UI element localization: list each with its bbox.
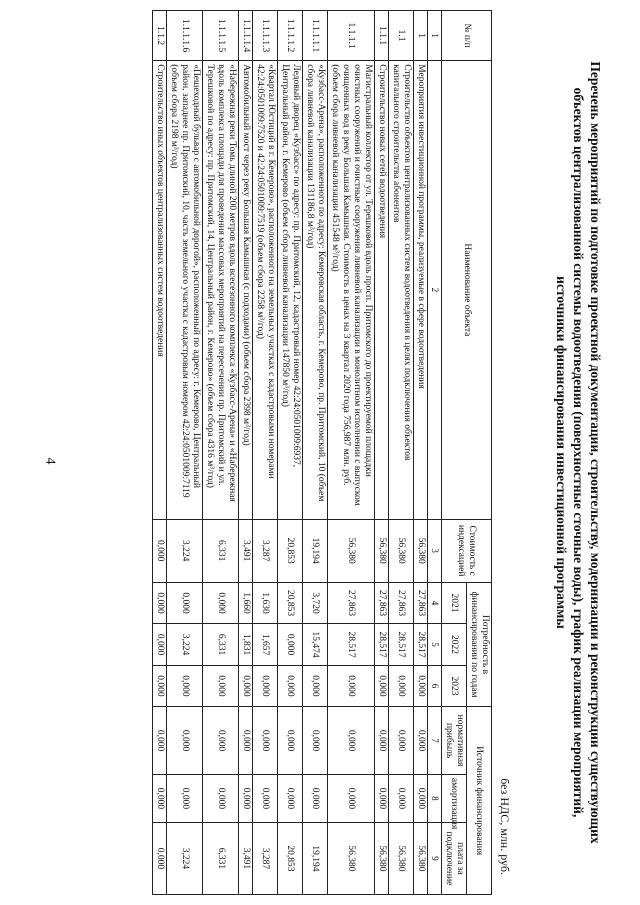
row-name: Строительство объектов централизованных систем водоотведения в целях подключения объектов капитального строительства абонентов — [389, 61, 414, 519]
col-number: 4 — [428, 582, 442, 623]
row-fee: 56,380 — [375, 822, 389, 894]
header-profit: нормативная прибыль — [442, 707, 467, 775]
row-2023: 0,000 — [328, 665, 375, 706]
row-2021: 27,863 — [328, 582, 375, 623]
header-fee: плата за подключение — [442, 822, 467, 894]
row-name: «Кузбасс-Арена», расположенного по адресу: Кемеровская область, г. Кемерово, пр. Притомский, 10 (объем сбора ливневой канализации 131186,8 м³/год) — [303, 61, 328, 519]
row-profit: 0,000 — [375, 707, 389, 775]
header-sources: Источник финансирования — [467, 707, 492, 895]
row-profit: 0,000 — [253, 707, 278, 775]
row-number: 1.1.1.1.2 — [278, 11, 303, 61]
row-amort: 0,000 — [375, 774, 389, 822]
row-profit: 0,000 — [414, 707, 428, 775]
table-row — [389, 11, 414, 895]
row-fee: 56,380 — [328, 822, 375, 894]
row-2021: 3,720 — [303, 582, 328, 623]
row-number: 1 — [414, 11, 428, 61]
row-profit: 0,000 — [303, 707, 328, 775]
row-fee: 56,380 — [414, 822, 428, 894]
row-amort: 0,000 — [167, 774, 203, 822]
row-profit: 0,000 — [239, 707, 253, 775]
row-name: Магистральный коллектор от ул. Терешковой вдоль просп. Притомского до проектируемой площадки очистных сооружений и очистные сооружения ливневой канализации в монолитном исполнении с выпуском очищенных вод в реку Большая Камышная. Стоимость в ценах на 3 квартал 2020 года 756,987 млн. руб. (объем сбора ливневой канализации 451548 м³/год) — [328, 61, 375, 519]
row-name: Автомобильный мост через реку Большая Камышная (с подходами) (объем сбора 2398 м³/год) — [239, 61, 253, 519]
row-cost: 56,380 — [414, 519, 428, 582]
row-2021: 1,630 — [253, 582, 278, 623]
col-number: 9 — [428, 822, 442, 894]
table-row — [328, 11, 375, 895]
row-profit: 0,000 — [153, 707, 167, 775]
row-2021: 27,863 — [375, 582, 389, 623]
col-number: 8 — [428, 774, 442, 822]
row-fee: 3,224 — [167, 822, 203, 894]
table-row — [239, 11, 253, 895]
row-profit: 0,000 — [278, 707, 303, 775]
unit-label: без НДС, млн. руб. — [498, 778, 512, 875]
row-2021: 27,863 — [389, 582, 414, 623]
row-2021: 0,000 — [203, 582, 239, 623]
row-number: 1.1.2 — [153, 11, 167, 61]
row-number: 1.1.1.1.3 — [253, 11, 278, 61]
row-number: 1.1.1.1.4 — [239, 11, 253, 61]
table-row — [414, 11, 428, 895]
row-amort: 0,000 — [253, 774, 278, 822]
header-num: № п/п — [442, 11, 492, 61]
row-cost: 56,380 — [389, 519, 414, 582]
header-2022: 2022 — [442, 624, 467, 665]
row-profit: 0,000 — [203, 707, 239, 775]
row-fee: 20,853 — [278, 822, 303, 894]
row-profit: 0,000 — [389, 707, 414, 775]
row-number: 1.1.1.1.1 — [303, 11, 328, 61]
header-amort: амортизация — [442, 774, 467, 822]
row-2022: 28,517 — [414, 624, 428, 665]
table-row — [153, 11, 167, 895]
col-number: 6 — [428, 665, 442, 706]
row-fee: 3,287 — [253, 822, 278, 894]
row-2022: 28,517 — [389, 624, 414, 665]
row-2023: 0,000 — [278, 665, 303, 706]
row-2022: 6,331 — [203, 624, 239, 665]
col-number: 7 — [428, 707, 442, 775]
row-2023: 0,000 — [167, 665, 203, 706]
row-2022: 28,517 — [375, 624, 389, 665]
row-number: 1.1.1.1 — [328, 11, 375, 61]
row-number: 1.1.1.1.5 — [203, 11, 239, 61]
row-cost: 0,000 — [153, 519, 167, 582]
row-2023: 0,000 — [375, 665, 389, 706]
row-amort: 0,000 — [389, 774, 414, 822]
row-name: «Квартал Юстиций в г. Кемерово», расположенного на земельных участках с кадастровыми номерами 42:24:0501009:7520 и 42:24:0501009:7519 (объем сбора 2258 м³/год) — [253, 61, 278, 519]
row-name: «Пешеходный бульвар с автомобильной дорогой», расположенный по адресу: г. Кемерово, Центральный район, западнее пр. Притомский, 10, часть земельного участка с кадастровым номером 42:24:0501009:7119 (объем сбора 2198 м³/год) — [167, 61, 203, 519]
row-name: Строительство новых сетей водоотведения — [375, 61, 389, 519]
row-2023: 0,000 — [153, 665, 167, 706]
row-2023: 0,000 — [389, 665, 414, 706]
row-2021: 27,863 — [414, 582, 428, 623]
row-2023: 0,000 — [253, 665, 278, 706]
row-name: Мероприятия инвестиционной программы, реализуемые в сфере водоотведения — [414, 61, 428, 519]
table-body — [153, 11, 428, 895]
row-amort: 0,000 — [414, 774, 428, 822]
row-2022: 1,831 — [239, 624, 253, 665]
row-amort: 0,000 — [239, 774, 253, 822]
header-need: Потребность в финансировании по годам — [467, 582, 492, 706]
row-2021: 0,000 — [167, 582, 203, 623]
row-cost: 19,194 — [303, 519, 328, 582]
row-2022: 0,000 — [278, 624, 303, 665]
col-number: 3 — [428, 519, 442, 582]
row-fee: 3,491 — [239, 822, 253, 894]
row-2022: 3,224 — [167, 624, 203, 665]
row-amort: 0,000 — [278, 774, 303, 822]
col-number: 2 — [428, 61, 442, 519]
row-2022: 0,000 — [153, 624, 167, 665]
row-cost: 20,853 — [278, 519, 303, 582]
col-number: 5 — [428, 624, 442, 665]
row-2021: 20,853 — [278, 582, 303, 623]
row-name: «Набережная реки Томь длиной 200 метров вдоль всесезонного комплекса «Кузбасс-Арена» и «Набережная вдоль комплекса площади для проведения массовых мероприятий на пересечении пр. Притомский и ул. Терешковой по адресу: пр. Притомский, 14, Центральный район, г. Кемерово» (объем сбора 4316 м³/год) — [203, 61, 239, 519]
page-number: 4 — [42, 457, 58, 465]
row-2023: 0,000 — [203, 665, 239, 706]
row-2021: 0,000 — [153, 582, 167, 623]
row-number: 1.1 — [389, 11, 414, 61]
row-2023: 0,000 — [239, 665, 253, 706]
table-row — [203, 11, 239, 895]
document-title: Перечень мероприятий по подготовке проектной документации, строительству, модернизации и реконструкции существующих объектов централизованной системы водоотведения (поверхностные сточные воды), график реализации мероприятий, источники финансирования инвестиционной программы — [554, 61, 603, 844]
row-number: 1.1.1.1.6 — [167, 11, 203, 61]
row-2023: 0,000 — [414, 665, 428, 706]
header-2021: 2021 — [442, 582, 467, 623]
table-row — [375, 11, 389, 895]
row-name: Ледовый дворец «Кузбасс» по адресу: пр. Притомский, 12, кадастровый номер 42:24:0501009:6937, Центральный район, г. Кемерово (объем сбора ливневой канализации 147850 м³/год) — [278, 61, 303, 519]
table-row — [167, 11, 203, 895]
row-cost: 56,380 — [328, 519, 375, 582]
row-cost: 3,224 — [167, 519, 203, 582]
row-amort: 0,000 — [203, 774, 239, 822]
column-number-row — [428, 11, 442, 895]
row-fee: 56,380 — [389, 822, 414, 894]
row-amort: 0,000 — [328, 774, 375, 822]
col-number: 1 — [428, 11, 442, 61]
header-cost: Стоимость с индексацией — [442, 519, 492, 582]
row-2023: 0,000 — [303, 665, 328, 706]
row-2022: 1,657 — [253, 624, 278, 665]
table-row — [253, 11, 278, 895]
table-row — [278, 11, 303, 895]
row-name: Строительство иных объектов централизованных систем водоотведения — [153, 61, 167, 519]
row-profit: 0,000 — [167, 707, 203, 775]
row-fee: 19,194 — [303, 822, 328, 894]
row-fee: 6,331 — [203, 822, 239, 894]
row-cost: 3,491 — [239, 519, 253, 582]
row-2022: 28,517 — [328, 624, 375, 665]
header-name: Наименование объекта — [442, 61, 492, 519]
row-cost: 6,331 — [203, 519, 239, 582]
financing-table — [152, 10, 492, 895]
row-2021: 1,660 — [239, 582, 253, 623]
table-row — [303, 11, 328, 895]
row-cost: 3,287 — [253, 519, 278, 582]
row-2022: 15,474 — [303, 624, 328, 665]
row-profit: 0,000 — [328, 707, 375, 775]
row-fee: 0,000 — [153, 822, 167, 894]
header-2023: 2023 — [442, 665, 467, 706]
row-amort: 0,000 — [303, 774, 328, 822]
row-amort: 0,000 — [153, 774, 167, 822]
row-cost: 56,380 — [375, 519, 389, 582]
row-number: 1.1.1 — [375, 11, 389, 61]
